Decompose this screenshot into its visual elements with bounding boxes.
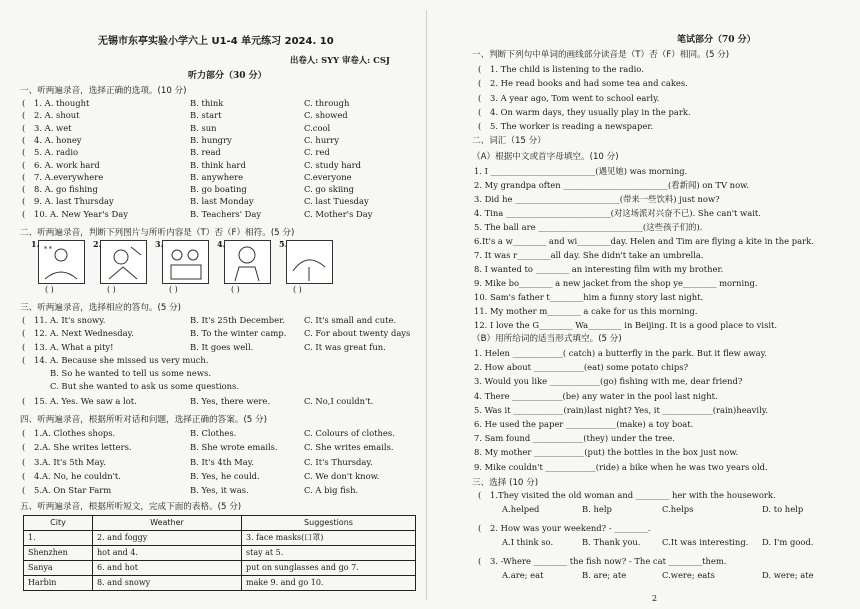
option-b: B. read: [190, 147, 221, 158]
table-cell[interactable]: make 9. and go 10.: [242, 576, 416, 591]
option-b: B. So he wanted to tell us some news.: [50, 368, 211, 378]
authors: 出卷人: SYY 审卷人: CSJ: [290, 55, 390, 65]
question-row: [20, 98, 420, 110]
question-row: [20, 135, 420, 147]
answer-bracket[interactable]: (: [22, 110, 26, 121]
table-cell: Harbin: [24, 576, 93, 591]
question-text: 10. Sam's father t________him a funny story last night.: [474, 292, 704, 302]
table-cell: Sanya: [24, 561, 93, 576]
question-row: [472, 490, 852, 502]
question-row: [472, 194, 852, 206]
question-row: [472, 419, 852, 431]
answer-bracket[interactable]: (: [22, 456, 26, 467]
answer-bracket[interactable]: (: [478, 106, 482, 117]
r-section-2a-heading: （A）根据中文或首字母填空。(10 分): [472, 152, 619, 162]
question-text: 7. Sam found ____________(they) under the tree.: [474, 433, 675, 444]
option-c[interactable]: C.were; eats: [662, 570, 715, 580]
question-text: 2. My grandpa often _________________________(看新闻) on TV now.: [474, 180, 749, 190]
option-c: C. hurry: [304, 134, 339, 145]
question-row: [472, 64, 852, 76]
answer-bracket[interactable]: (: [478, 523, 482, 533]
option-a: 4. A. honey: [34, 134, 82, 145]
answer-bracket[interactable]: (: [22, 159, 26, 170]
table-cell[interactable]: 6. and hot: [93, 561, 242, 576]
written-title: 笔试部分（70 分）: [677, 35, 756, 45]
question-text: 3. -Where ________ the fish now? - The cat ________them.: [490, 556, 727, 566]
r-section-1-heading: 一、判断下列句中单词的画线部分读音是（T）否（F）相同。(5 分): [472, 50, 730, 60]
table-cell[interactable]: 8. and snowy: [93, 576, 242, 591]
table-header-city: City: [24, 516, 93, 531]
table-cell[interactable]: 1.: [24, 531, 93, 546]
r-section-2-heading: 二、词汇（15 分）: [472, 136, 546, 146]
option-b: B. last Monday: [190, 196, 254, 207]
picture-row: [30, 239, 340, 294]
section-5-heading: 五、听两遍录音，根据所听短文，完成下面的表格。(5 分): [20, 502, 242, 512]
picture-2: 2. ( ): [100, 240, 147, 284]
option-c: C. She writes emails.: [304, 442, 394, 453]
question-row: [472, 556, 852, 568]
answer-bracket[interactable]: (: [478, 121, 482, 132]
option-a: 8. A. go fishing: [34, 184, 98, 195]
question-text: 3. A year ago, Tom went to school early.: [490, 92, 660, 103]
answer-bracket[interactable]: (: [22, 134, 26, 145]
option-c: C. It was great fun.: [304, 341, 386, 352]
option-b: B. Yes, he could.: [190, 470, 260, 481]
answer-bracket[interactable]: (: [478, 556, 482, 566]
option-c: C. red: [304, 147, 330, 158]
options-row: [472, 504, 852, 516]
table-row: [24, 546, 416, 561]
question-row: [20, 381, 420, 393]
answer-bracket[interactable]: (: [22, 196, 26, 207]
option-b: B. She wrote emails.: [190, 442, 278, 453]
option-a: 14. A. Because she missed us very much.: [34, 355, 209, 365]
question-row: [472, 250, 852, 262]
answer-bracket[interactable]: (: [478, 78, 482, 89]
option-a: 1. A. thought: [34, 98, 90, 108]
question-row: [472, 166, 852, 178]
table-header-suggestions: Suggestions: [242, 516, 416, 531]
question-row: [20, 172, 420, 184]
option-b: B. anywhere: [190, 171, 244, 182]
question-row: [472, 391, 852, 403]
answer-bracket[interactable]: (: [22, 184, 26, 195]
option-c: C. It's Thursday.: [304, 456, 373, 467]
question-text: 4. On warm days, they usually play in the park.: [490, 106, 691, 117]
suggestion-table: [23, 515, 416, 591]
question-text: 1.They visited the old woman and ________ her with the housework.: [490, 490, 776, 500]
question-row: [472, 306, 852, 318]
answer-bracket[interactable]: (: [22, 341, 26, 352]
option-b: B. It's 25th December.: [190, 315, 285, 325]
option-b: B. think hard: [190, 159, 246, 170]
question-text: 4. There ____________(be) any water in the pool last night.: [474, 390, 718, 401]
question-row: [20, 147, 420, 159]
option-c: C. For about twenty days: [304, 328, 411, 339]
option-b: B. Yes, it was.: [190, 485, 249, 496]
option-c: C. last Tuesday: [304, 196, 369, 207]
option-a: 2. A. shout: [34, 110, 80, 121]
question-text: 3. Did he _________________________(带来一些饮料) just now?: [474, 194, 720, 204]
question-row: [472, 278, 852, 290]
answer-bracket[interactable]: (: [22, 208, 26, 219]
option-a: 10. A. New Year's Day: [34, 208, 128, 219]
question-row: [20, 471, 420, 483]
question-text: 5. The ball are _________________________(这些孩子们的).: [474, 222, 703, 232]
picture-3: 3. ( ): [162, 240, 209, 284]
table-header-weather: Weather: [93, 516, 242, 531]
option-d[interactable]: D. to help: [762, 504, 804, 514]
question-row: [472, 292, 852, 304]
option-c: C. We don't know.: [304, 470, 380, 481]
question-row: [20, 355, 420, 367]
option-d[interactable]: D. were; ate: [762, 570, 814, 580]
question-text: 11. My mother m________ a cake for us this morning.: [474, 306, 698, 316]
right-column: [472, 0, 852, 609]
answer-bracket[interactable]: (: [22, 470, 26, 481]
question-text: 5. The worker is reading a newspaper.: [490, 121, 654, 132]
question-row: [20, 328, 420, 340]
answer-bracket[interactable]: (: [22, 428, 26, 438]
table-header-row: [24, 516, 416, 531]
option-c: C. Mother's Day: [304, 208, 373, 219]
question-row: [472, 447, 852, 459]
section-3-heading: 三、听两遍录音，选择相应的答句。(5 分): [20, 303, 181, 313]
option-b: B. start: [190, 110, 222, 121]
table-cell[interactable]: hot and 4.: [93, 546, 242, 561]
answer-bracket[interactable]: (: [22, 355, 26, 365]
table-cell[interactable]: 3. face masks(口罩): [242, 531, 416, 546]
question-row: [20, 457, 420, 469]
question-row: [20, 209, 420, 221]
question-row: [472, 523, 852, 535]
question-text: 8. I wanted to ________ an interesting film with my brother.: [474, 264, 724, 274]
question-row: [472, 376, 852, 388]
question-row: [20, 160, 420, 172]
option-a: 2.A. She writes letters.: [34, 442, 132, 453]
question-text: 3. Would you like ____________(go) fishing with me, dear friend?: [474, 376, 743, 387]
section-1-heading: 一、听两遍录音，选择正确的选项。(10 分): [20, 86, 187, 96]
r-section-2b-heading: （B）用所给词的适当形式填空。(5 分): [472, 334, 622, 344]
option-b[interactable]: B. are; ate: [582, 570, 627, 580]
question-row: [472, 462, 852, 474]
question-text: 2. How was your weekend? - ________.: [490, 523, 651, 533]
table-row: [24, 531, 416, 546]
picture-5: 5. ( ): [286, 240, 333, 284]
option-a: 6. A. work hard: [34, 159, 100, 170]
option-a: 9. A. last Thursday: [34, 196, 114, 207]
answer-bracket[interactable]: (: [22, 171, 26, 182]
section-4-heading: 四、听两遍录音，根据所听对话和问题，选择正确的答案。(5 分): [20, 415, 267, 425]
answer-bracket[interactable]: (: [22, 315, 26, 325]
option-b: B. Yes, there were.: [190, 396, 270, 406]
question-text: 1. Helen ____________( catch) a butterfly in the park. But it flew away.: [474, 348, 767, 358]
option-b: B. It's 4th May.: [190, 456, 255, 467]
option-a: 11. A. It's snowy.: [34, 315, 106, 325]
answer-bracket[interactable]: (: [22, 147, 26, 158]
option-b: B. hungry: [190, 134, 232, 145]
table-cell: Shenzhen: [24, 546, 93, 561]
table-row: [24, 576, 416, 591]
picture-4: 4. ( ): [224, 240, 271, 284]
question-row: [472, 78, 852, 90]
option-a: 4.A. No, he couldn't.: [34, 470, 121, 481]
question-row: [20, 184, 420, 196]
question-text: 6.It's a w________ and wi________day. Helen and Tim are flying a kite in the park.: [474, 236, 814, 246]
answer-bracket[interactable]: (: [478, 64, 482, 74]
option-c: C. No,I couldn't.: [304, 396, 374, 406]
option-c: C. A big fish.: [304, 485, 359, 496]
question-row: [472, 208, 852, 220]
listening-heading: 听力部分（30 分）: [188, 71, 267, 81]
section-2-heading: 二、听两遍录音，判断下列图片与所听内容是（T）否（F）相符。(5 分): [20, 228, 295, 238]
option-c: C. showed: [304, 110, 348, 121]
question-text: 7. It was r________all day. She didn't take an umbrella.: [474, 250, 704, 260]
svg-text:* *: * *: [44, 246, 52, 253]
question-row: [20, 196, 420, 208]
option-c[interactable]: C.It was interesting.: [662, 537, 749, 547]
question-row: [472, 264, 852, 276]
table-row: [24, 561, 416, 576]
option-c: C. Colours of clothes.: [304, 428, 395, 438]
answer-bracket[interactable]: (: [478, 92, 482, 103]
question-text: 6. He used the paper ____________(make) a toy boat.: [474, 419, 694, 429]
question-row: [20, 428, 420, 440]
question-row: [20, 396, 420, 408]
question-row: [20, 442, 420, 454]
option-c[interactable]: C.helps: [662, 504, 694, 514]
question-row: [472, 93, 852, 105]
question-text: 12. I love the G________ Wa________ in Beijing. It is a good place to visit.: [474, 320, 778, 330]
question-row: [472, 236, 852, 248]
question-text: 4. Tina _________________________(对这场派对兴奋不已). She can't wait.: [474, 208, 761, 218]
page-number: 2: [652, 594, 658, 603]
options-row: [472, 570, 852, 582]
question-row: [472, 348, 852, 360]
answer-bracket[interactable]: (: [22, 122, 26, 133]
option-a: 5.A. On Star Farm: [34, 485, 112, 496]
r-section-3-heading: 三、选择 (10 分): [472, 478, 539, 488]
question-row: [472, 107, 852, 119]
option-a: 13. A. What a pity!: [34, 341, 114, 352]
options-row: [472, 537, 852, 549]
answer-bracket[interactable]: (: [22, 442, 26, 453]
option-a[interactable]: A.are; eat: [502, 570, 544, 580]
question-row: [472, 433, 852, 445]
answer-bracket[interactable]: (: [22, 98, 26, 108]
option-a: 12. A. Next Wednesday.: [34, 328, 134, 339]
option-c: C.cool: [304, 122, 331, 133]
option-b[interactable]: B. help: [582, 504, 612, 514]
column-divider: [426, 10, 427, 600]
question-text: 8. My mother ____________(put) the bottles in the box just now.: [474, 447, 739, 458]
question-row: [20, 368, 420, 380]
question-row: [20, 485, 420, 497]
option-b: B. go boating: [190, 184, 247, 195]
question-text: 1. I _________________________(遇见她) was morning.: [474, 166, 688, 176]
option-b: B. Clothes.: [190, 428, 237, 438]
table-cell[interactable]: put on sunglasses and go 7.: [242, 561, 416, 576]
question-row: [20, 315, 420, 327]
answer-bracket[interactable]: (: [22, 396, 26, 406]
question-row: [20, 123, 420, 135]
answer-bracket[interactable]: (: [478, 490, 482, 500]
question-text: 1. The child is listening to the radio.: [490, 64, 644, 74]
question-row: [472, 222, 852, 234]
question-text: 2. How about ____________(eat) some potato chips?: [474, 362, 689, 373]
option-b: B. think: [190, 98, 224, 108]
option-a[interactable]: A.helped: [502, 504, 540, 514]
question-row: [472, 405, 852, 417]
question-row: [472, 320, 852, 332]
option-b: B. Teachers' Day: [190, 208, 262, 219]
question-text: 5. Was it ____________(rain)last night? Yes, it ____________(rain)heavily.: [474, 404, 769, 415]
option-c: C. It's small and cute.: [304, 315, 397, 325]
page-title: 无锡市东亭实验小学六上 U1-4 单元练习 2024. 10: [98, 36, 334, 47]
option-b[interactable]: B. Thank you.: [582, 537, 641, 547]
question-row: [20, 342, 420, 354]
option-c: C.everyone: [304, 171, 352, 182]
option-c: C. through: [304, 98, 350, 108]
option-c: C. go skiing: [304, 184, 354, 195]
question-row: [472, 121, 852, 133]
table-cell[interactable]: 2. and foggy: [93, 531, 242, 546]
question-row: [20, 110, 420, 122]
option-b: B. To the winter camp.: [190, 328, 287, 339]
question-row: [472, 180, 852, 192]
answer-bracket[interactable]: (: [22, 485, 26, 496]
left-column: [20, 0, 420, 609]
option-a[interactable]: A.I think so.: [502, 537, 554, 547]
picture-1: 1. * * ( ): [38, 240, 85, 284]
option-a: 15. A. Yes. We saw a lot.: [34, 396, 137, 406]
question-text: 2. He read books and had some tea and cakes.: [490, 78, 688, 89]
option-b: B. It goes well.: [190, 341, 254, 352]
answer-bracket[interactable]: (: [22, 328, 26, 339]
option-a: 1.A. Clothes shops.: [34, 428, 116, 438]
table-cell[interactable]: stay at 5.: [242, 546, 416, 561]
option-b: B. sun: [190, 122, 217, 133]
question-row: [472, 362, 852, 374]
option-a: 3. A. wet: [34, 122, 72, 133]
option-a: 3.A. It's 5th May.: [34, 456, 106, 467]
option-a: 7. A.everywhere: [34, 171, 104, 182]
question-text: 9. Mike bo________ a new jacket from the shop ye________ morning.: [474, 278, 758, 288]
option-a: 5. A. radio: [34, 147, 79, 158]
question-text: 9. Mike couldn't ____________(ride) a bike when he was two years old.: [474, 461, 768, 472]
option-d[interactable]: D. I'm good.: [762, 537, 814, 547]
option-c: C. study hard: [304, 159, 361, 170]
option-c: C. But she wanted to ask us some questions.: [50, 381, 240, 391]
